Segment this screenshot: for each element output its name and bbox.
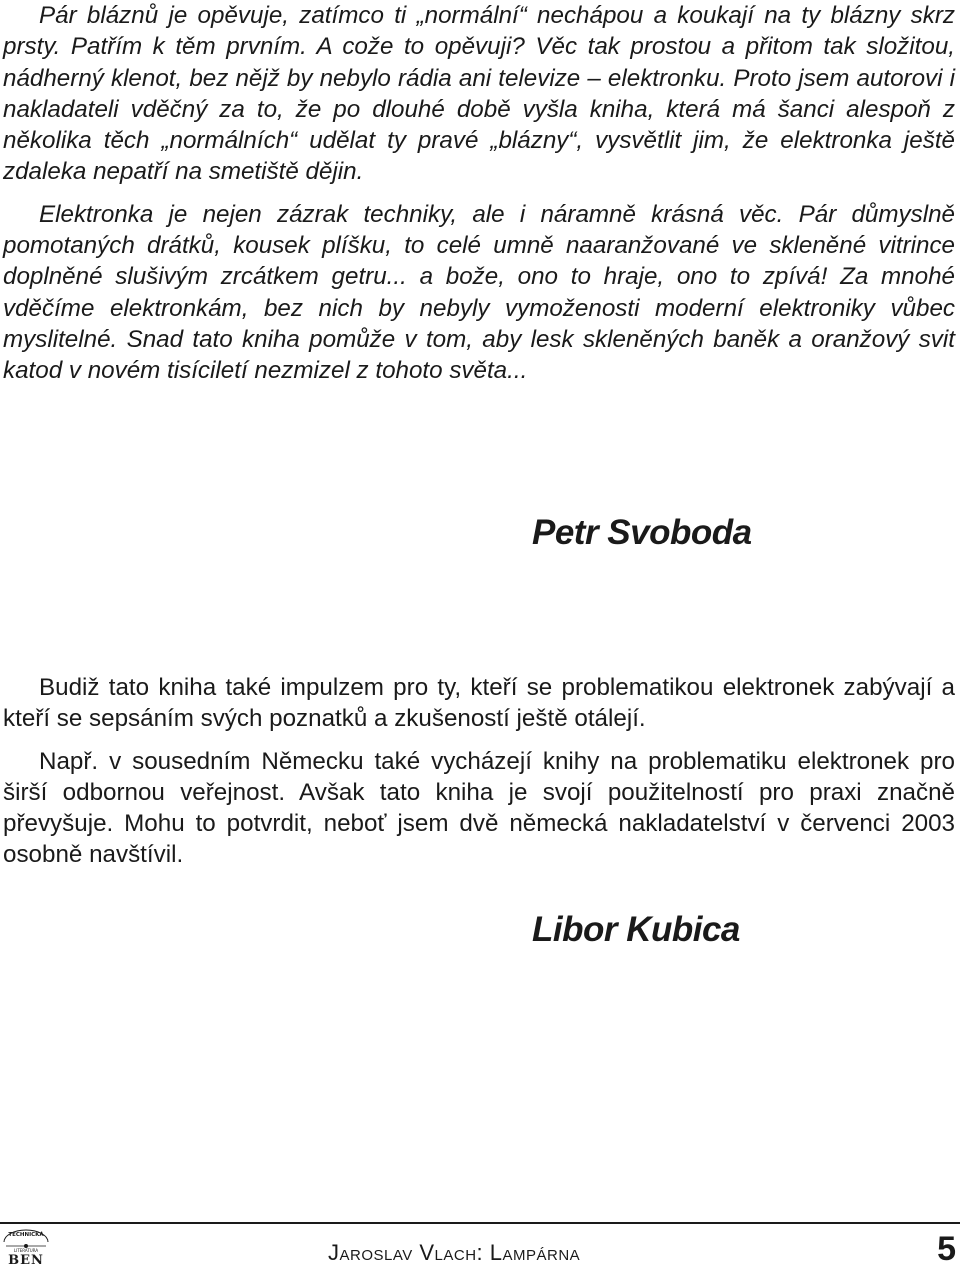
preface-italic-paragraph-1: Pár bláznů je opěvuje, zatímco ti „normální“ nechápou a koukají na ty blázny skrz prsty. Patřím k těm prvním. A cože to opěvuji? Věc tak prostou a přitom tak složitou, nádherný klenot, bez nějž by nebylo rádia ani televize – elektronku. Proto jsem autorovi i nakladateli vděčný za to, že po dlouhé době vyšla kniha, která má šanci alespoň z několika těch „normálních“ udělat ty pravé „blázny“, vysvětlit jim, že elektronka ještě zdaleka nepatří na smetiště dějin.: [3, 2, 955, 186]
preface-italic-text: [3, 0, 955, 387]
signature-petr-svoboda: Petr Svoboda: [532, 513, 752, 552]
preface-regular-paragraph-2: Např. v sousedním Německu také vycházejí knihy na problematiku elektronek pro širší odbornou veřejnost. Avšak tato kniha je svojí použitelností pro praxi značně převyšuje. Mohu to potvrdit, neboť jsem dvě německá nakladatelství v červenci 2003 osobně navštívil.: [3, 747, 955, 869]
preface-italic-paragraph-2: Elektronka je nejen zázrak techniky, ale i náramně krásná věc. Pár důmyslně pomotaných drátků, kousek plíšku, to celé umně naaranžované ve skleněné vitrince doplněné slušivým zrcátkem getru... a bože, ono to hraje, ono to zpívá! Za mnohé vděčíme elektronkám, bez nich by nebyly vymoženosti moderní elektroniky vůbec myslitelné. Snad tato kniha pomůže v tom, aby lesk skleněných baněk a oranžový svit katod v novém tisíciletí nezmizel z tohoto světa...: [3, 200, 955, 385]
publisher-logo-icon: [0, 1226, 52, 1266]
logo-top-text: TECHNICKÁ: [8, 1232, 44, 1238]
preface-regular-paragraph-1: Budiž tato kniha také impulzem pro ty, kteří se problematikou elektronek zabývají a kteří se sepsáním svých poznatků a zkušeností ještě otálejí.: [3, 674, 955, 733]
footer-divider: [0, 1222, 960, 1224]
running-footer-title: Jaroslav Vlach: Lampárna: [328, 1240, 581, 1265]
page-number: 5: [937, 1230, 956, 1268]
signature-libor-kubica: Libor Kubica: [532, 910, 740, 949]
preface-regular-text: [3, 672, 955, 871]
logo-brand-text: BEN: [8, 1253, 44, 1266]
logo-mid-text: LITERATURA: [13, 1248, 39, 1253]
